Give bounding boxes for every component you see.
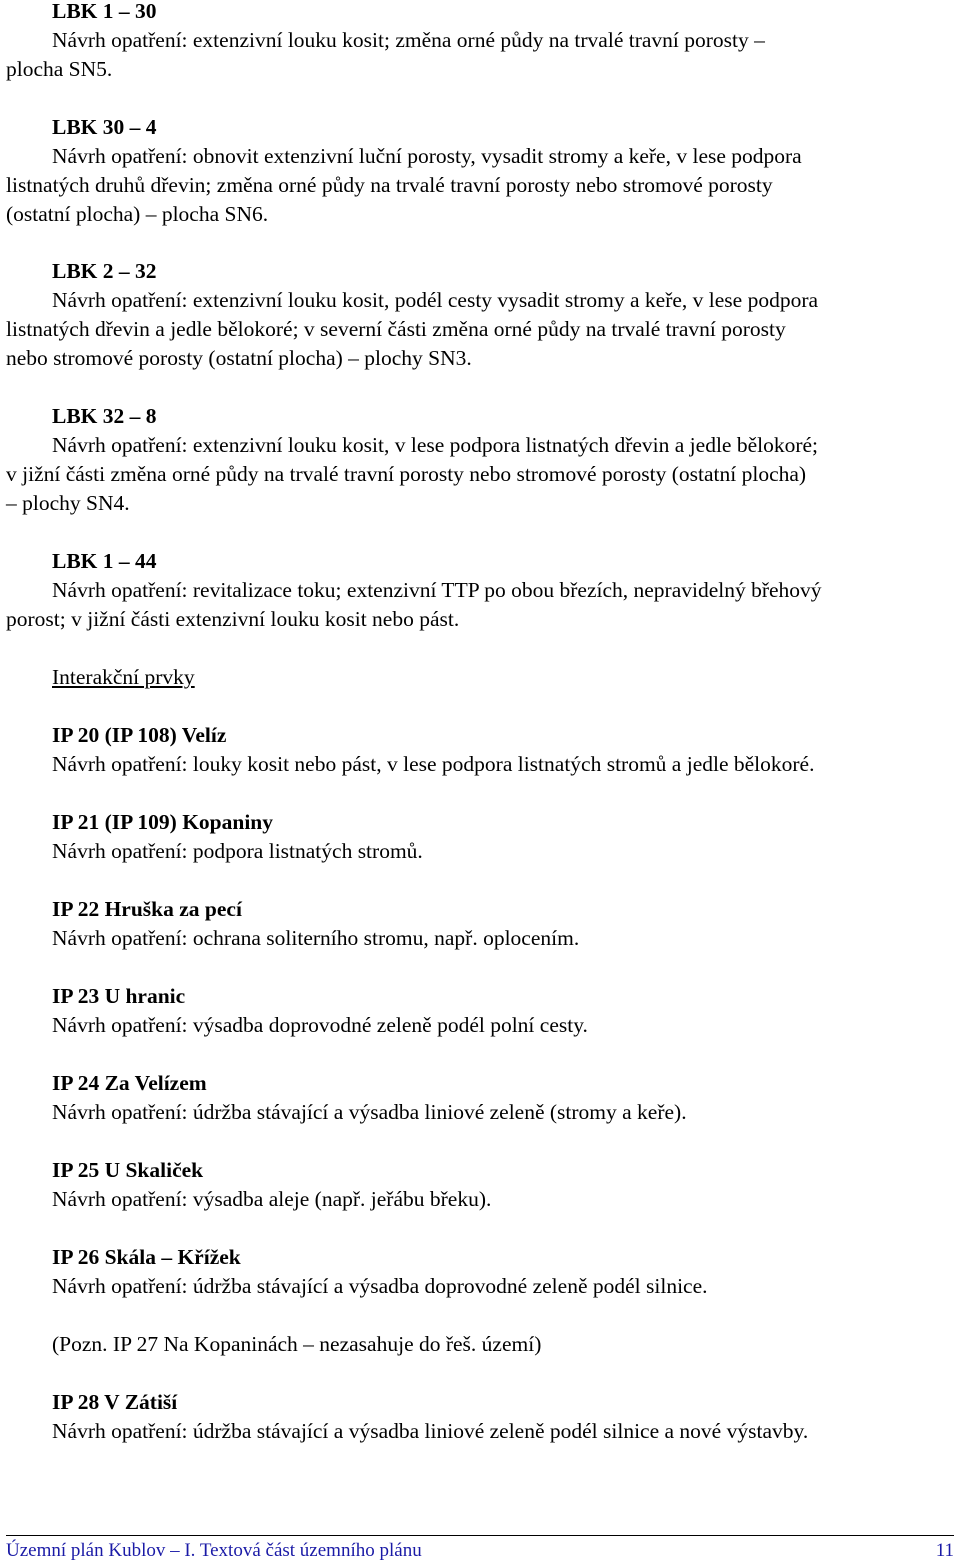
subheading-interakcni-prvky: Interakční prvky xyxy=(52,665,195,689)
ip-text-20: Návrh opatření: louky kosit nebo pást, v lese podpora listnatých stromů a jedle bělokoré. xyxy=(52,752,815,776)
section-text-line: listnatých druhů dřevin; změna orné půdy na trvalé travní porosty nebo stromové porosty xyxy=(6,173,773,197)
section-heading-lbk-2-32: LBK 2 – 32 xyxy=(52,259,157,283)
ip-heading-20: IP 20 (IP 108) Velíz xyxy=(52,723,227,747)
ip-heading-24: IP 24 Za Velízem xyxy=(52,1071,207,1095)
note-ip-27: (Pozn. IP 27 Na Kopaninách – nezasahuje do řeš. území) xyxy=(52,1332,542,1356)
ip-text-23: Návrh opatření: výsadba doprovodné zeleně podél polní cesty. xyxy=(52,1013,588,1037)
section-text-line: porost; v jižní části extenzivní louku kosit nebo pást. xyxy=(6,607,460,631)
section-text-line: Návrh opatření: extenzivní louku kosit; změna orné půdy na trvalé travní porosty – xyxy=(52,28,765,52)
ip-text-21: Návrh opatření: podpora listnatých stromů. xyxy=(52,839,423,863)
section-text-line: nebo stromové porosty (ostatní plocha) – plochy SN3. xyxy=(6,346,472,370)
section-text-line: v jižní části změna orné půdy na trvalé travní porosty nebo stromové porosty (ostatní plocha) xyxy=(6,462,807,486)
ip-heading-22: IP 22 Hruška za pecí xyxy=(52,897,242,921)
ip-text-26: Návrh opatření: údržba stávající a výsadba doprovodné zeleně podél silnice. xyxy=(52,1274,708,1298)
footer-page-number: 11 xyxy=(935,1540,954,1561)
ip-heading-23: IP 23 U hranic xyxy=(52,984,186,1008)
section-text-line: – plochy SN4. xyxy=(6,491,130,515)
section-text-line: plocha SN5. xyxy=(6,57,113,81)
footer-rule xyxy=(6,1535,954,1536)
section-text-line: (ostatní plocha) – plocha SN6. xyxy=(6,202,269,226)
ip-heading-28: IP 28 V Zátiší xyxy=(52,1390,178,1414)
section-text-line: Návrh opatření: extenzivní louku kosit, podél cesty vysadit stromy a keře, v lese podpora xyxy=(52,288,819,312)
ip-text-25: Návrh opatření: výsadba aleje (např. jeřábu břeku). xyxy=(52,1187,492,1211)
ip-heading-26: IP 26 Skála – Křížek xyxy=(52,1245,241,1269)
section-text-line: Návrh opatření: revitalizace toku; extenzivní TTP po obou březích, nepravidelný břehový xyxy=(52,578,822,602)
ip-heading-25: IP 25 U Skaliček xyxy=(52,1158,204,1182)
ip-text-22: Návrh opatření: ochrana soliterního stromu, např. oplocením. xyxy=(52,926,580,950)
ip-text-24: Návrh opatření: údržba stávající a výsadba liniové zeleně (stromy a keře). xyxy=(52,1100,687,1124)
section-heading-lbk-32-8: LBK 32 – 8 xyxy=(52,404,157,428)
footer-title: Územní plán Kublov – I. Textová část územního plánu xyxy=(6,1540,422,1561)
section-text-line: Návrh opatření: obnovit extenzivní luční porosty, vysadit stromy a keře, v lese podpora xyxy=(52,144,802,168)
section-heading-lbk-1-30: LBK 1 – 30 xyxy=(52,0,157,23)
section-heading-lbk-30-4: LBK 30 – 4 xyxy=(52,115,157,139)
section-heading-lbk-1-44: LBK 1 – 44 xyxy=(52,549,157,573)
section-text-line: Návrh opatření: extenzivní louku kosit, v lese podpora listnatých dřevin a jedle bělokoré; xyxy=(52,433,819,457)
ip-text-28: Návrh opatření: údržba stávající a výsadba liniové zeleně podél silnice a nové výstavby. xyxy=(52,1419,809,1443)
section-text-line: listnatých dřevin a jedle bělokoré; v severní části změna orné půdy na trvalé travní porosty xyxy=(6,317,786,341)
ip-heading-21: IP 21 (IP 109) Kopaniny xyxy=(52,810,274,834)
